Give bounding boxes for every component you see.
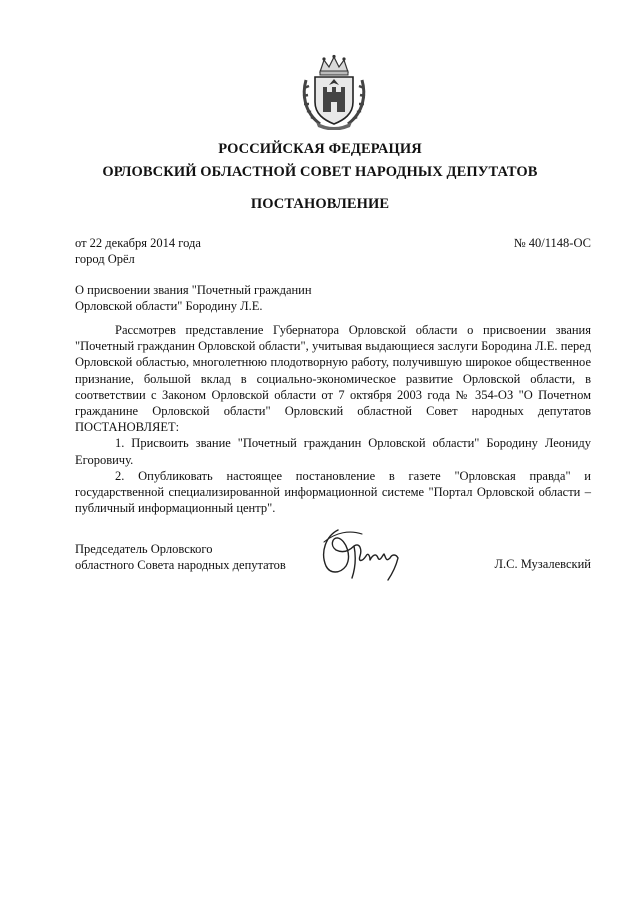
council-heading: ОРЛОВСКИЙ ОБЛАСТНОЙ СОВЕТ НАРОДНЫХ ДЕПУТАТОВ [102, 164, 538, 180]
country-heading: РОССИЙСКАЯ ФЕДЕРАЦИЯ [218, 141, 422, 157]
resolution-item-1: 1. Присвоить звание "Почетный гражданин Орловской области" Бородину Леониду Егоровичу. [75, 436, 591, 467]
document-type-heading: ПОСТАНОВЛЕНИЕ [250, 196, 390, 212]
signatory-title-line: Председатель Орловского [75, 542, 213, 556]
coat-of-arms-icon [298, 54, 370, 130]
signatory-title [75, 541, 286, 573]
document-body [75, 322, 591, 516]
signatory-name: Л.С. Музалевский [494, 557, 591, 571]
signatory-title-line: областного Совета народных депутатов [75, 558, 286, 572]
document-city: город Орёл [75, 252, 135, 266]
resolution-item-2: 2. Опубликовать настоящее постановление в газете "Орловская правда" и государственной специализированной информационной системе "Портал Орловской области – публичный информационный центр". [75, 468, 591, 516]
document-number: № 40/1148-ОС [513, 236, 591, 250]
preamble-paragraph: Рассмотрев представление Губернатора Орловской области о присвоении звания "Почетный гражданин Орловской области", учитывая выдающиеся заслуги Бородина Л.Е. перед Орловской областью, многолетнюю плодотворную работу, получившую широкое общественное признание, большой вклад в социально-экономическое развитие Орловской области, в соответствии с Законом Орловской области от 7 октября 2003 года № 354-ОЗ "О Почетном гражданине Орловской области" Орловский областной Совет народных депутатов ПОСТАНОВЛЯЕТ: [75, 323, 591, 435]
subject-line: Орловской области" Бородину Л.Е. [75, 299, 263, 313]
document-date: от 22 декабря 2014 года [75, 236, 201, 250]
handwritten-signature [316, 522, 408, 586]
document-subject [75, 282, 312, 314]
subject-line: О присвоении звания "Почетный гражданин [75, 283, 312, 297]
